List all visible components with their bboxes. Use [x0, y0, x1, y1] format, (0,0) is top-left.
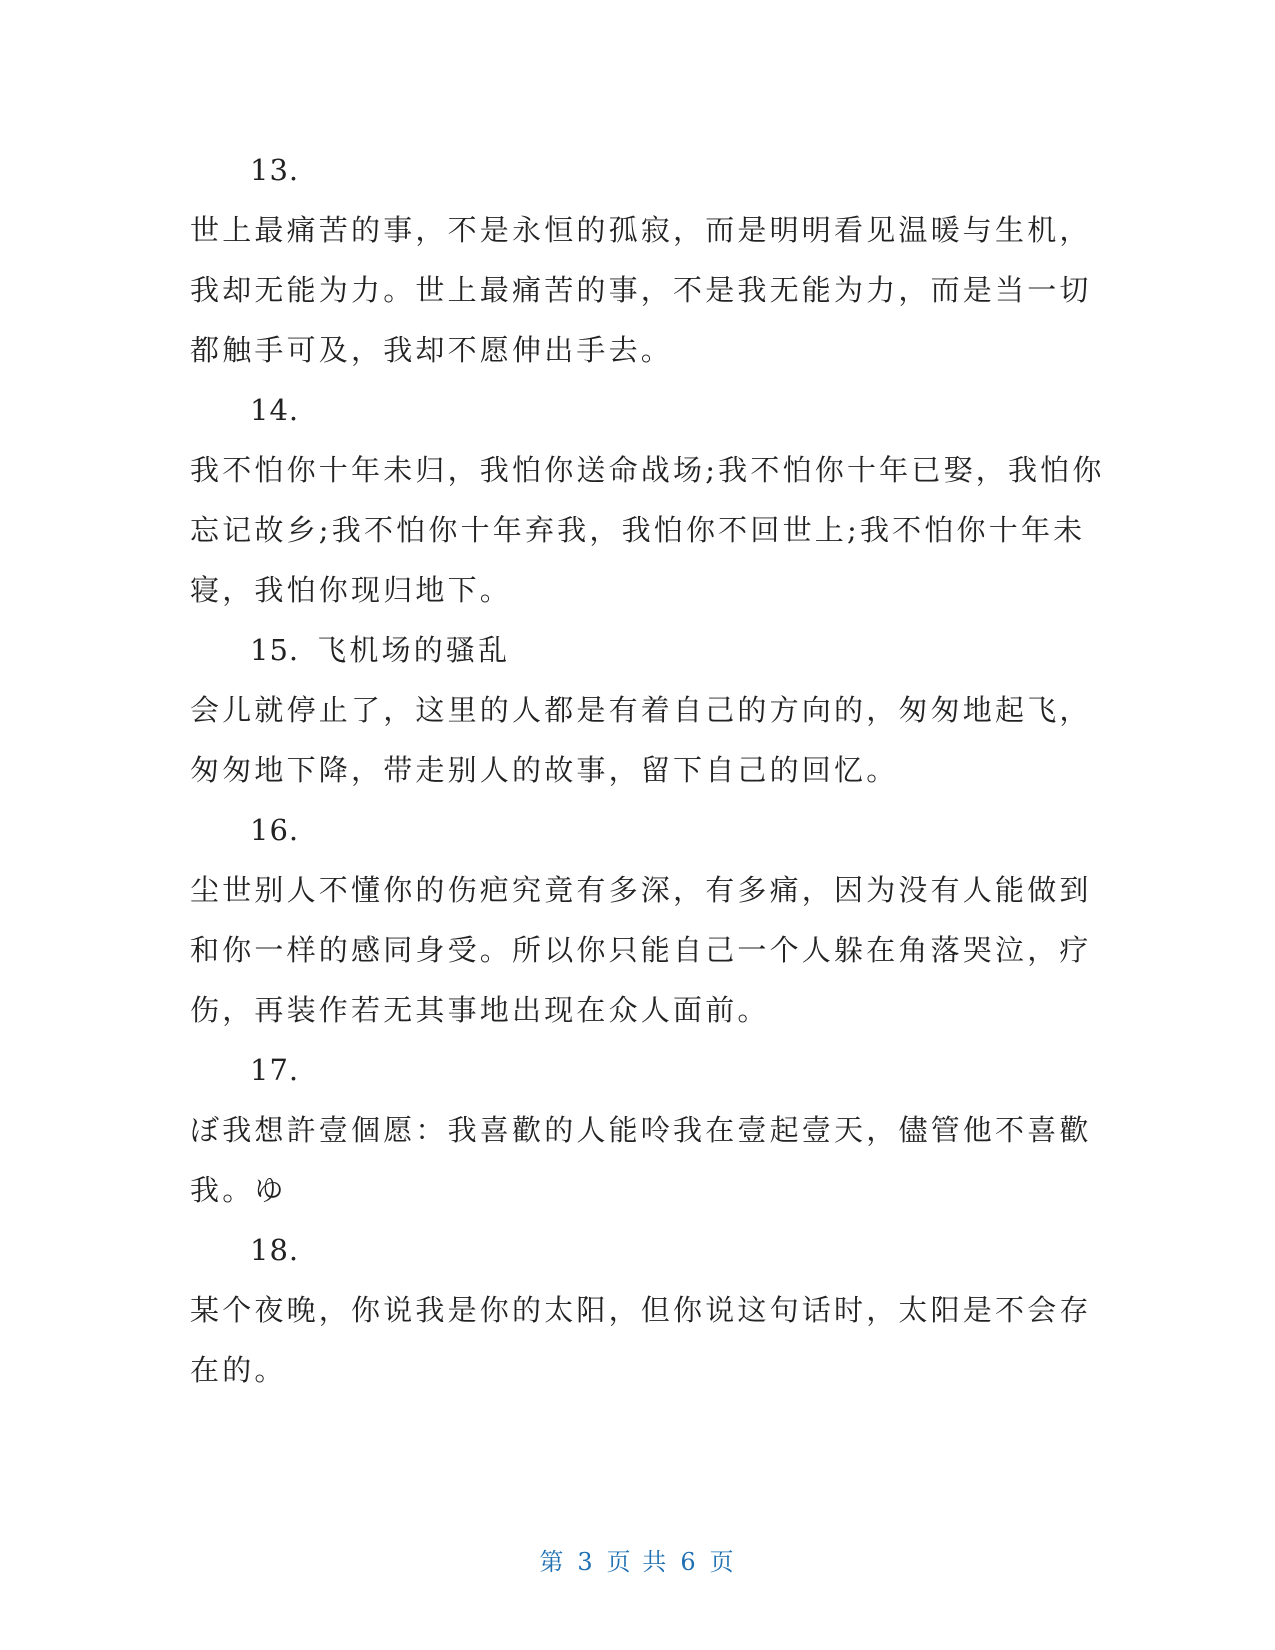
entry-number: 18.	[250, 1233, 300, 1267]
entry-text-line: 匆匆地下降，带走别人的故事，留下自己的回忆。	[190, 753, 899, 787]
entry-text-line: 尘世别人不懂你的伤疤究竟有多深，有多痛，因为没有人能做到	[190, 873, 1092, 907]
footer-total-pages: 6	[680, 1548, 698, 1576]
entry-text-line: 都触手可及，我却不愿伸出手去。	[190, 333, 674, 367]
entry-text-line: 世上最痛苦的事，不是永恒的孤寂，而是明明看见温暖与生机，	[190, 213, 1092, 247]
entry-text-line: 寝，我怕你现归地下。	[190, 573, 513, 607]
entry-number: 13.	[250, 153, 300, 187]
entry-text-line: 伤，再装作若无其事地出现在众人面前。	[190, 993, 770, 1027]
entry-text-line: 在的。	[190, 1353, 287, 1387]
entry-text-line: 我不怕你十年未归，我怕你送命战场;我不怕你十年已娶，我怕你	[190, 453, 1105, 487]
entry-text-line: 某个夜晚，你说我是你的太阳，但你说这句话时，太阳是不会存	[190, 1293, 1092, 1327]
entry-text-line: 忘记故乡;我不怕你十年弃我，我怕你不回世上;我不怕你十年未	[190, 513, 1086, 547]
entry-text-line: 我。ゆ	[190, 1173, 287, 1207]
footer-label-of: 页 共	[606, 1548, 669, 1576]
footer-label-end: 页	[709, 1548, 736, 1576]
entry-text-line: ぼ我想許壹個愿：我喜歡的人能呤我在壹起壹天，儘管他不喜歡	[190, 1113, 1092, 1147]
entry-text-line: 会儿就停止了，这里的人都是有着自己的方向的，匆匆地起飞，	[190, 693, 1092, 727]
entry-number: 15. 飞机场的骚乱	[250, 633, 511, 667]
footer-label-page: 第	[539, 1548, 566, 1576]
entry-number: 14.	[250, 393, 300, 427]
document-body	[190, 140, 1105, 1400]
entry-text-line: 和你一样的感同身受。所以你只能自己一个人躲在角落哭泣，疗	[190, 933, 1092, 967]
entry-number: 17.	[250, 1053, 300, 1087]
entry-text-line: 我却无能为力。世上最痛苦的事，不是我无能为力，而是当一切	[190, 273, 1092, 307]
page-footer	[0, 1542, 1275, 1577]
entry-number: 16.	[250, 813, 300, 847]
footer-current-page: 3	[577, 1548, 595, 1576]
entry-title: 飞机场的骚乱	[317, 633, 511, 667]
